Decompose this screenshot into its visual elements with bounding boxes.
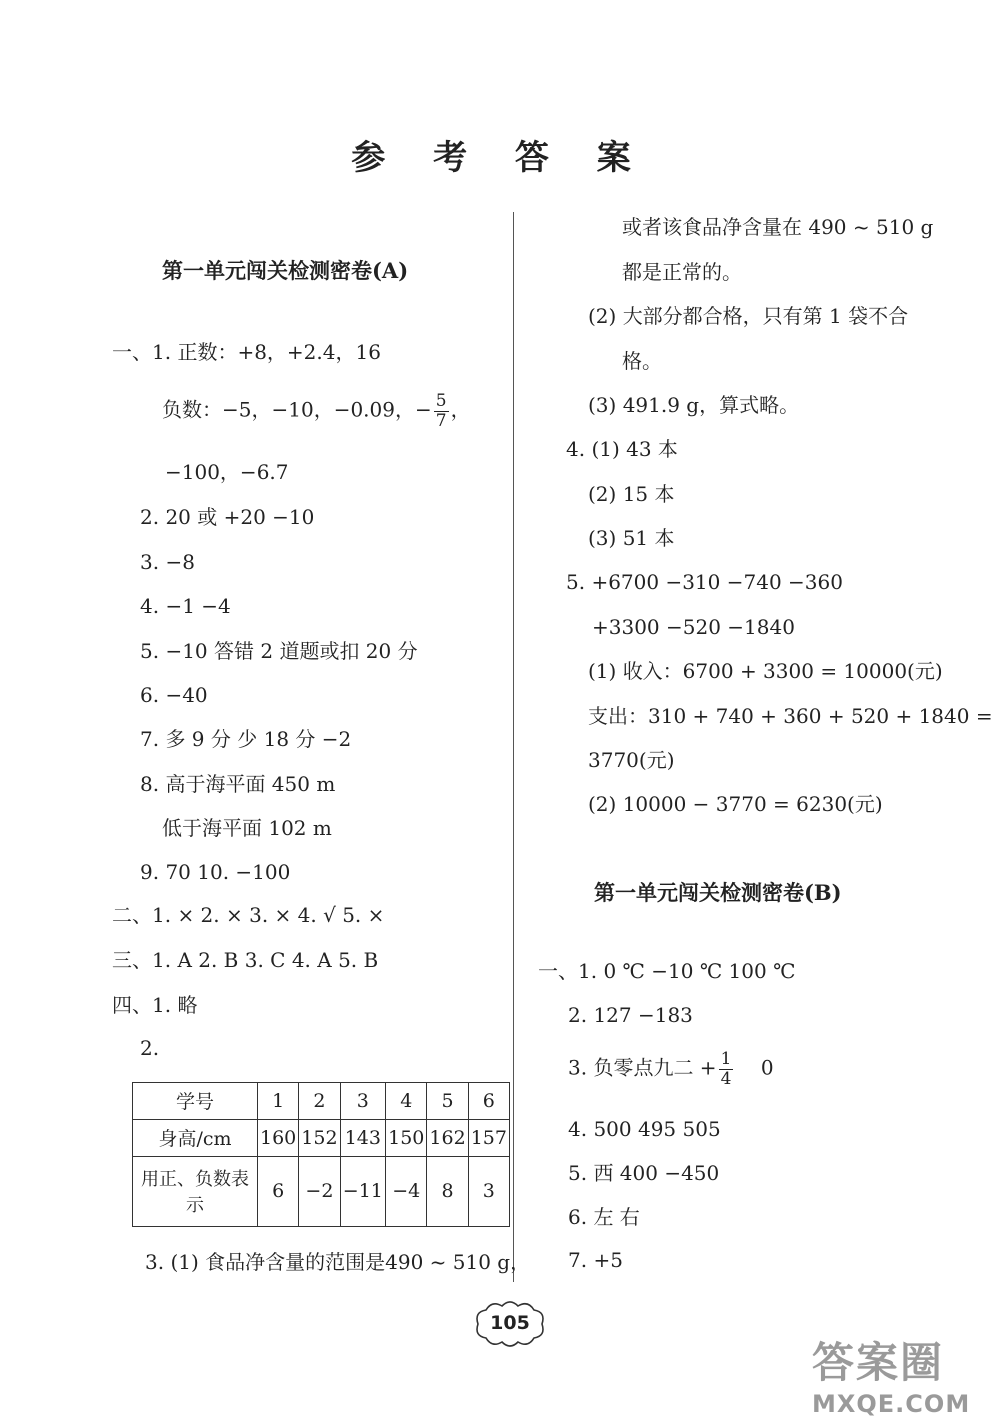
table-cell: 3 (340, 1083, 386, 1120)
table-cell: 5 (427, 1083, 468, 1120)
answer-line: 都是正常的。 (622, 260, 742, 284)
answer-line: −100，−6.7 (165, 460, 289, 484)
answer-line: 6. −40 (140, 683, 208, 707)
column-divider (513, 212, 514, 1282)
answer-line: 4. (1) 43 本 (566, 437, 678, 461)
answer-line: 支出：310 + 740 + 360 + 520 + 1840 = (588, 704, 993, 728)
answer-text: 负数：−5，−10，−0.09，− (162, 397, 432, 422)
table-cell: 3 (468, 1156, 509, 1226)
answer-text: 3. 负零点九二 + (568, 1055, 717, 1080)
answer-line: (2) 15 本 (588, 482, 675, 506)
table-cell: 学号 (133, 1083, 258, 1120)
table-cell: 6 (468, 1083, 509, 1120)
table-cell: 162 (427, 1119, 468, 1156)
fraction-1-4: $\frac{1}{4}$ (720, 1049, 732, 1089)
table-cell: 2 (299, 1083, 340, 1120)
table-cell: 6 (258, 1156, 299, 1226)
table-cell: 157 (468, 1119, 509, 1156)
table-row (133, 1083, 510, 1120)
answer-line: 2. 20 或 +20 −10 (140, 505, 315, 529)
answer-line: 3. −8 (140, 550, 195, 574)
answer-line: 3. (1) 食品净含量的范围是490 ~ 510 g， (145, 1250, 531, 1274)
table-cell: 150 (386, 1119, 427, 1156)
answer-line: 8. 高于海平面 450 m (140, 772, 336, 796)
page-title: 参 考 答 案 (351, 138, 649, 178)
answer-line: 四、1. 略 (112, 993, 198, 1017)
section-title-a: 第一单元闯关检测密卷(A) (162, 258, 409, 283)
answer-line: +3300 −520 −1840 (592, 615, 795, 639)
answer-line: 三、1. A 2. B 3. C 4. A 5. B (112, 948, 379, 972)
answer-line: 格。 (622, 349, 662, 373)
answer-line: (3) 491.9 g，算式略。 (588, 393, 800, 417)
answer-line: 5. 西 400 −450 (568, 1161, 720, 1185)
answer-line: 6. 左 右 (568, 1205, 640, 1229)
answer-line: 5. −10 答错 2 道题或扣 20 分 (140, 639, 418, 663)
answer-line: 7. 多 9 分 少 18 分 −2 (140, 727, 352, 751)
answer-line: 或者该食品净含量在 490 ~ 510 g (622, 215, 934, 239)
table-cell: 用正、负数表示 (133, 1156, 258, 1226)
answer-line: 2. 127 −183 (568, 1003, 693, 1027)
table-cell: −2 (299, 1156, 340, 1226)
page-number: 105 (472, 1300, 548, 1348)
answer-line: (3) 51 本 (588, 526, 675, 550)
answer-text: 0 (760, 1055, 774, 1080)
answer-line: 3770(元) (588, 748, 675, 772)
answer-line (568, 1050, 774, 1088)
answer-line: 2. (140, 1036, 160, 1060)
answer-line: 一、1. 正数：+8，+2.4，16 (112, 340, 381, 364)
table-cell: 4 (386, 1083, 427, 1120)
table-cell: 1 (258, 1083, 299, 1120)
table-cell: 160 (258, 1119, 299, 1156)
answer-line: (2) 大部分都合格，只有第 1 袋不合 (588, 304, 909, 328)
table-cell: −4 (386, 1156, 427, 1226)
table-cell: 143 (340, 1119, 386, 1156)
answer-line: 一、1. 0 ℃ −10 ℃ 100 ℃ (538, 959, 796, 983)
height-table (132, 1082, 510, 1227)
table-row (133, 1156, 510, 1226)
answer-line: 二、1. × 2. × 3. × 4. √ 5. × (112, 903, 385, 927)
table-row (133, 1119, 510, 1156)
answer-line: (2) 10000 − 3770 = 6230(元) (588, 792, 883, 816)
answer-line: 4. 500 495 505 (568, 1117, 721, 1141)
table-cell: 8 (427, 1156, 468, 1226)
watermark-logo: 答案圈 MXQE.COM (812, 1338, 971, 1418)
section-title-b: 第一单元闯关检测密卷(B) (594, 880, 842, 905)
answer-line: 负数：−5，−10，−0.09，− $\frac{5}{7}$ ， (162, 391, 471, 431)
table-cell: 152 (299, 1119, 340, 1156)
answer-line: 9. 70 10. −100 (140, 860, 291, 884)
answer-line: (1) 收入：6700 + 3300 = 10000(元) (588, 659, 943, 683)
table-cell: −11 (340, 1156, 386, 1226)
table-cell: 身高/cm (133, 1119, 258, 1156)
answer-line: 7. +5 (568, 1248, 623, 1272)
answer-line: 低于海平面 102 m (162, 816, 332, 840)
answer-line: 4. −1 −4 (140, 594, 231, 618)
answer-line: 5. +6700 −310 −740 −360 (566, 570, 843, 594)
fraction-5-7: $\frac{5}{7}$ (435, 391, 447, 431)
